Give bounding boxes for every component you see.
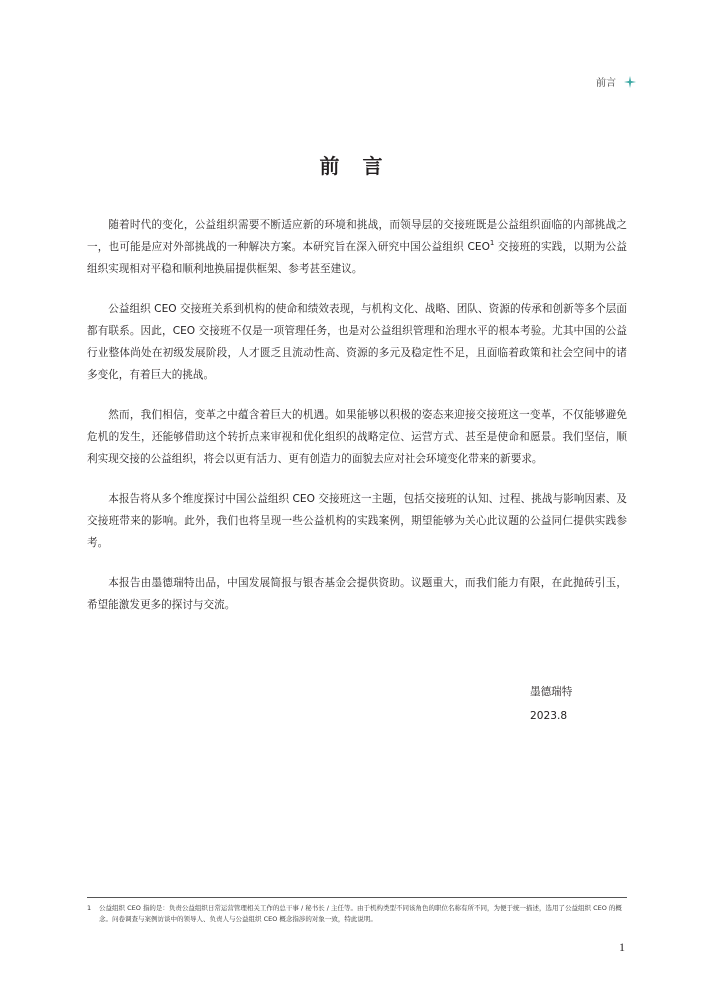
sparkle-icon: [624, 76, 636, 88]
paragraph-text: 交接班的实践，以期为公益组织实现相对平稳和顺利地换届提供框架、参考甚至建议。: [87, 241, 627, 275]
paragraph: 本报告由墨德瑞特出品，中国发展简报与银杏基金会提供资助。议题重大，而我们能力有限，在此抛砖引玉，希望能激发更多的探讨与交流。: [87, 577, 627, 611]
footnote-text: 公益组织 CEO 指的是：负责公益组织日常运营管理相关工作的总干事 / 秘书长 / 主任等。由于机构类型不同该角色的职位名称有所不同，为便于统一描述，选用了公益组织 CEO 的概念。问卷调查与案例访谈中的领导人、负责人与公益组织 CEO 概念指涉的对象一致，特此说明。: [99, 904, 622, 923]
paragraph-text: 随着时代的变化，公益组织需要不断适应新的环境和挑战，而领导层的交接班既是公益组织面临的内部挑战之一，也可能是应对外部挑战的一种解决方案。本研究旨在深入研究中国公益组织 CEO: [87, 219, 627, 253]
footnote: [87, 903, 627, 925]
footnote-divider: [87, 897, 627, 898]
paragraph: 然而，我们相信，变革之中蕴含着巨大的机遇。如果能够以积极的姿态来迎接交接班这一变革，不仅能够避免危机的发生，还能够借助这个转折点来审视和优化组织的战略定位、运营方式、甚至是使命和愿景。我们坚信，顺利实现交接的公益组织，将会以更有活力、更有创造力的面貌去应对社会环境变化带来的新要求。: [87, 409, 627, 465]
page-number: 1: [619, 940, 625, 954]
footnote-number: 1: [87, 904, 92, 912]
footnote-ref[interactable]: 1: [489, 239, 495, 247]
body-text: [87, 214, 627, 634]
signature: [530, 680, 572, 728]
signature-date: 2023.8: [530, 710, 568, 722]
signature-author: 墨德瑞特: [530, 686, 573, 698]
paragraph: 公益组织 CEO 交接班关系到机构的使命和绩效表现，与机构文化、战略、团队、资源的传承和创新等多个层面都有联系。因此，CEO 交接班不仅是一项管理任务，也是对公益组织管理和治理水平的根本考验。尤其中国的公益行业整体尚处在初级发展阶段，人才匮乏且流动性高、资源的多元及稳定性不足，且面临着政策和社会空间中的诸多变化，有着巨大的挑战。: [87, 303, 627, 381]
running-title: 前言: [596, 78, 616, 89]
running-header: [596, 74, 636, 89]
paragraph: 本报告将从多个维度探讨中国公益组织 CEO 交接班这一主题，包括交接班的认知、过程、挑战与影响因素、及交接班带来的影响。此外，我们也将呈现一些公益机构的实践案例，期望能够为关心此议题的公益同仁提供实践参考。: [87, 493, 627, 549]
paragraph: [87, 214, 627, 280]
page-title: 前 言: [319, 154, 391, 178]
